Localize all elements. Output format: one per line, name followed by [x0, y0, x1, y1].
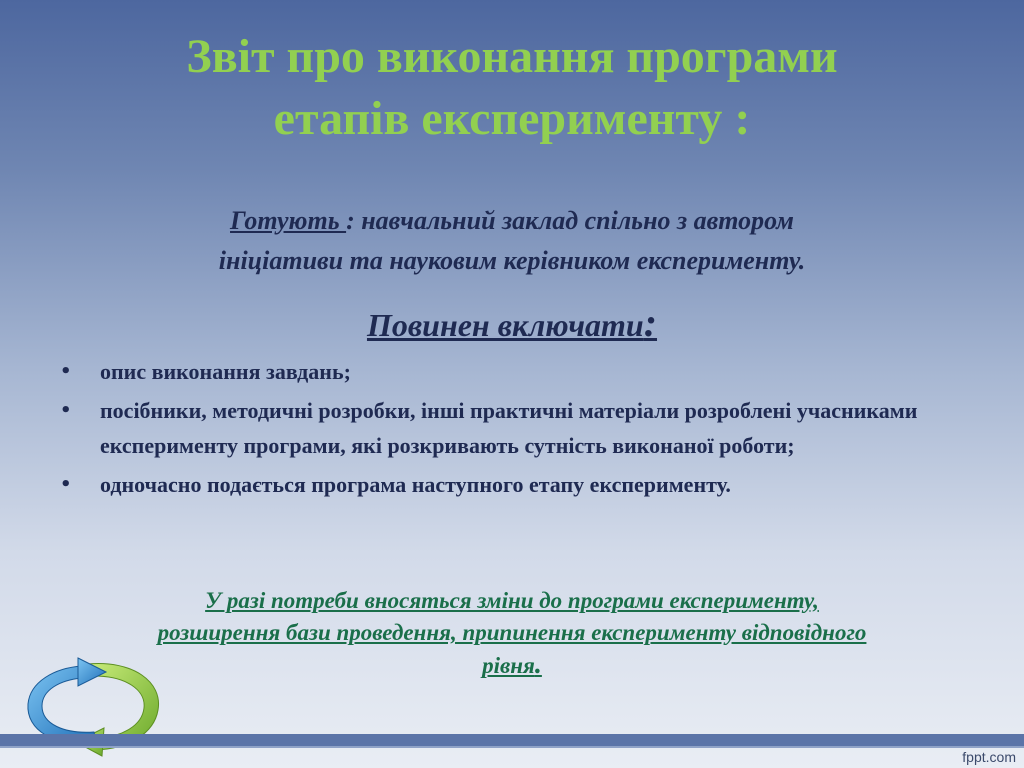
prepared-by-line-1 [60, 201, 964, 241]
footer-bar [0, 734, 1024, 746]
slide-title [40, 26, 984, 150]
prepared-by-text-1: : навчальний заклад спільно з автором [346, 206, 794, 235]
prepared-by-line-2: ініціативи та науковим керівником експерименту. [218, 246, 806, 275]
list-item-text: одночасно подається програма наступного етапу експерименту. [100, 472, 731, 497]
list-item-text: посібники, методичні розробки, інші практичні матеріали розроблені учасниками експерименту програми, які розкривають сутність виконаної роботи; [100, 398, 918, 458]
prepared-by-label: Готують [230, 206, 347, 235]
include-heading [0, 302, 1024, 346]
bullet-icon: • [60, 474, 72, 495]
list-item [60, 354, 970, 389]
slide-title-line-2: етапів експерименту : [273, 92, 751, 145]
list-item [60, 467, 970, 502]
bullet-list [60, 354, 970, 506]
bullet-icon: • [60, 400, 72, 421]
slide-title-line-1: Звіт про виконання програми [186, 30, 838, 83]
prepared-by-paragraph [60, 201, 964, 281]
note-paragraph [40, 585, 984, 682]
footer-bar-line [0, 746, 1024, 748]
bullet-icon: • [60, 361, 72, 382]
include-heading-text: Повинен включати [366, 307, 644, 343]
list-item-text: опис виконання завдань; [100, 359, 351, 384]
note-line-1: У разі потреби вносяться зміни до програми експерименту, [205, 588, 819, 613]
note-line-2: розширення бази проведення, припинення експерименту відповідного [157, 620, 867, 645]
include-heading-colon: : [643, 300, 658, 345]
list-item [60, 393, 970, 463]
note-period: . [534, 649, 542, 680]
note-line-3-text: рівня [482, 653, 535, 678]
blue-arrow-head-shape [78, 658, 106, 686]
note-line-3 [40, 649, 984, 682]
watermark-text: fppt.com [962, 749, 1016, 765]
